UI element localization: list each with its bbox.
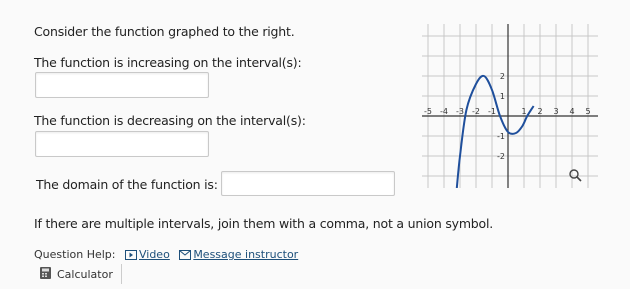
decreasing-label: The function is decreasing on the interval(s): — [34, 113, 306, 128]
x-tick-label: -4 — [440, 107, 448, 116]
y-tick-label: -2 — [497, 152, 505, 161]
x-tick-label: -3 — [456, 107, 464, 116]
domain-label: The domain of the function is: — [36, 177, 218, 192]
domain-input[interactable] — [221, 171, 395, 196]
increasing-input[interactable] — [35, 72, 209, 98]
video-icon — [125, 250, 137, 263]
x-tick-label: 1 — [521, 107, 527, 116]
graph-grid — [422, 24, 598, 188]
prompt-text: Consider the function graphed to the right. — [34, 24, 295, 39]
message-instructor-link[interactable]: Message instructor — [193, 248, 299, 261]
increasing-label: The function is increasing on the interval(s): — [34, 55, 302, 70]
x-tick-label: 4 — [569, 107, 575, 116]
instructions-text: If there are multiple intervals, join them with a comma, not a union symbol. — [34, 216, 494, 231]
x-tick-label: -5 — [424, 107, 432, 116]
y-tick-label: -1 — [497, 132, 505, 141]
video-link[interactable]: Video — [138, 248, 170, 261]
x-tick-label: 3 — [553, 107, 559, 116]
x-tick-labels — [424, 107, 591, 116]
function-curve — [457, 76, 534, 188]
y-tick-label: 2 — [499, 72, 505, 81]
calculator-icon — [40, 267, 51, 282]
x-tick-label: -2 — [472, 107, 480, 116]
x-tick-label: -1 — [488, 107, 496, 116]
question-help — [34, 248, 304, 263]
calculator-button[interactable] — [40, 264, 122, 284]
x-tick-label: 5 — [585, 107, 591, 116]
message-icon — [179, 250, 191, 263]
calculator-label: Calculator — [57, 267, 113, 281]
question-help-label: Question Help: — [34, 248, 116, 261]
x-tick-label: 2 — [537, 107, 543, 116]
function-graph — [422, 24, 598, 188]
y-tick-label: 1 — [499, 92, 505, 101]
decreasing-input[interactable] — [35, 131, 209, 157]
